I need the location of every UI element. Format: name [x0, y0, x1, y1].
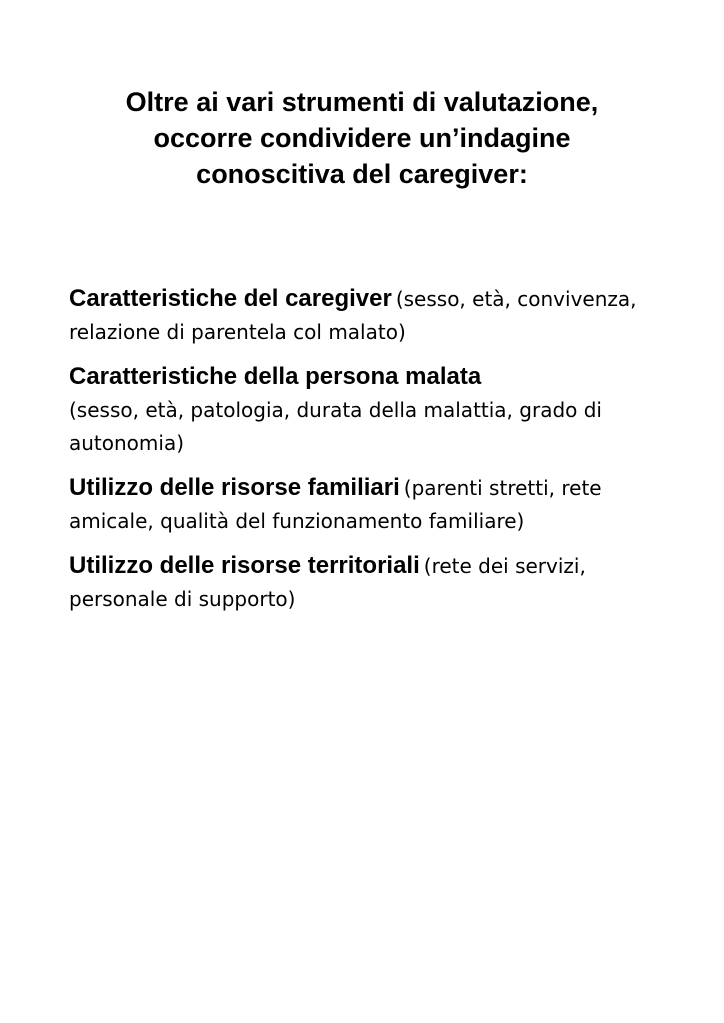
- title-line-1: Oltre ai vari strumenti di valutazione,: [125, 87, 599, 117]
- item-detail: (sesso, età, patologia, durata della malattia, grado di autonomia): [69, 398, 602, 455]
- item-heading: Caratteristiche della persona malata: [69, 363, 482, 390]
- list-item: [69, 361, 669, 461]
- list-item: [69, 550, 669, 617]
- item-heading: Caratteristiche del caregiver: [69, 285, 392, 312]
- item-heading: Utilizzo delle risorse territoriali: [69, 552, 420, 579]
- item-detail: (sesso, età, convivenza, relazione di parentela col malato): [69, 287, 637, 344]
- item-detail: (rete dei servizi, personale di supporto): [69, 554, 586, 611]
- title-line-2: occorre condividere un’indagine: [153, 123, 571, 153]
- item-heading: Utilizzo delle risorse familiari: [69, 474, 400, 501]
- caregiver-survey-list: [69, 283, 669, 628]
- item-detail: (parenti stretti, rete amicale, qualità del funzionamento familiare): [69, 476, 602, 533]
- page-title: [60, 84, 664, 192]
- list-item: [69, 283, 669, 350]
- list-item: [69, 472, 669, 539]
- title-line-3: conoscitiva del caregiver:: [196, 159, 528, 189]
